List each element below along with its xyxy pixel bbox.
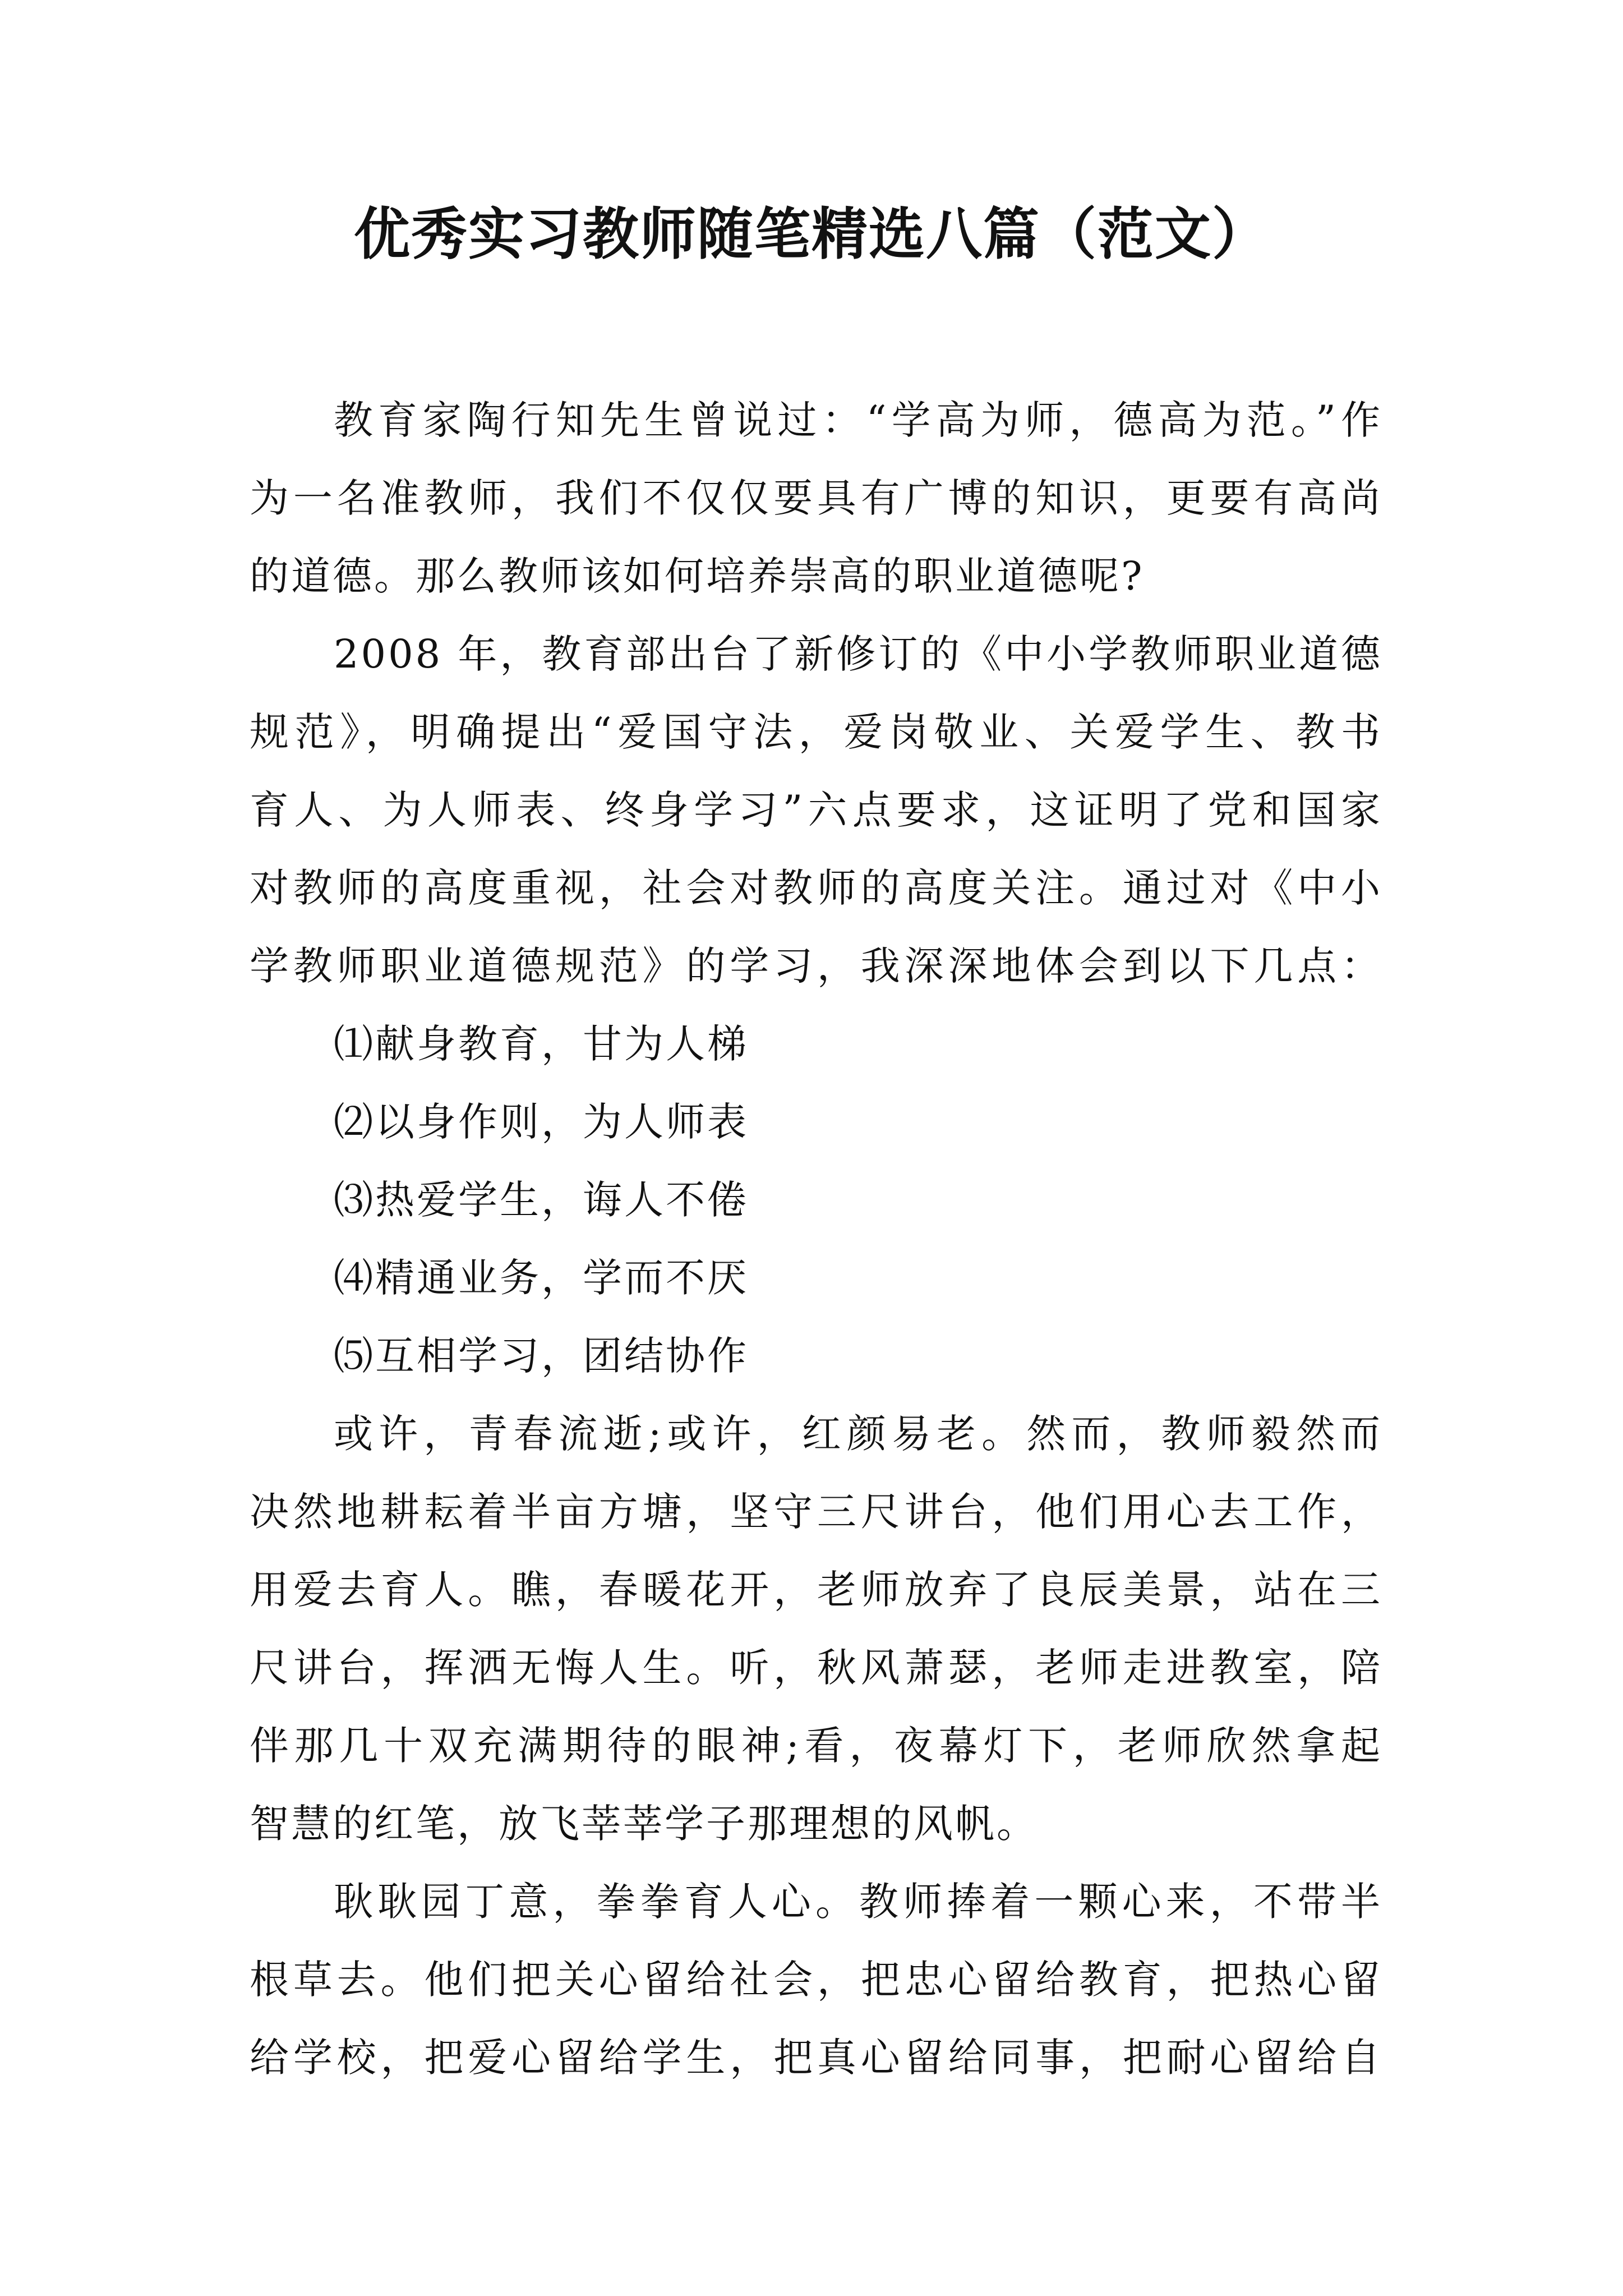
text-line: 或许，青春流逝;或许，红颜易老。然而，教师毅然而 [334, 1411, 1382, 1457]
text-line: 对教师的高度重视，社会对教师的高度关注。通过对《中小 [250, 865, 1382, 911]
document-title: 优秀实习教师随笔精选八篇（范文） [354, 201, 1269, 267]
text-line: 耿耿园丁意，拳拳育人心。教师捧着一颗心来，不带半 [334, 1879, 1382, 1925]
list-item: ⑶热爱学生，诲人不倦 [334, 1177, 749, 1223]
text-line: 2008 年，教育部出台了新修订的《中小学教师职业道德 [334, 631, 1382, 677]
text-line: 为一名准教师，我们不仅仅要具有广博的知识，更要有高尚 [250, 475, 1382, 521]
list-item: ⑴献身教育，甘为人梯 [334, 1021, 749, 1067]
text-line: 规范》，明确提出“爱国守法，爱岗敬业、关爱学生、教书 [250, 709, 1382, 755]
text-line: 教育家陶行知先生曾说过：“学高为师，德高为范。”作 [334, 397, 1382, 443]
text-line: 的道德。那么教师该如何培养崇高的职业道德呢? [250, 553, 1145, 599]
text-line: 用爱去育人。瞧，春暖花开，老师放弃了良辰美景，站在三 [250, 1567, 1382, 1613]
text-line: 根草去。他们把关心留给社会，把忠心留给教育，把热心留 [250, 1957, 1382, 2003]
text-line: 给学校，把爱心留给学生，把真心留给同事，把耐心留给自 [250, 2035, 1382, 2081]
text-line: 伴那几十双充满期待的眼神;看，夜幕灯下，老师欣然拿起 [250, 1723, 1382, 1769]
document-body [250, 381, 1382, 2097]
list-item: ⑷精通业务，学而不厌 [334, 1255, 749, 1301]
text-line: 育人、为人师表、终身学习”六点要求，这证明了党和国家 [250, 787, 1382, 833]
text-line: 学教师职业道德规范》的学习，我深深地体会到以下几点： [250, 943, 1382, 989]
text-line: 智慧的红笔，放飞莘莘学子那理想的风帆。 [250, 1801, 1038, 1847]
list-item: ⑸互相学习，团结协作 [334, 1333, 749, 1379]
text-line: 决然地耕耘着半亩方塘，坚守三尺讲台，他们用心去工作， [250, 1489, 1382, 1535]
text-line: 尺讲台，挥洒无悔人生。听，秋风萧瑟，老师走进教室，陪 [250, 1645, 1382, 1691]
list-item: ⑵以身作则，为人师表 [334, 1099, 749, 1145]
